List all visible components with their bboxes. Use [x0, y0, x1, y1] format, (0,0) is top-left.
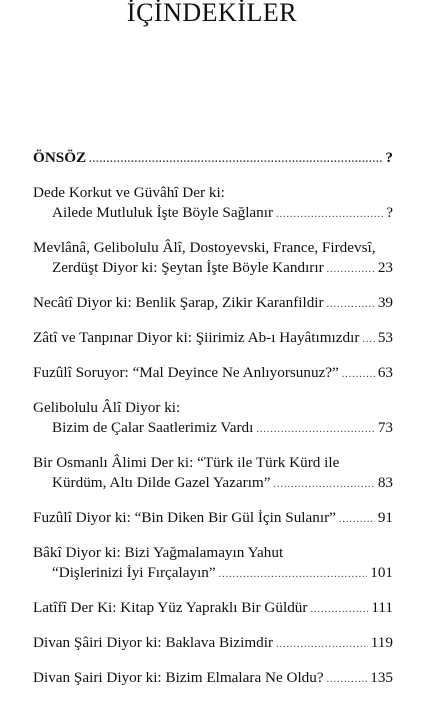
toc-page-number: 91 [377, 509, 393, 526]
toc-entry[interactable] [33, 293, 393, 315]
toc-entry-title: Zâtî ve Tanpınar Diyor ki: Şiirimiz Ab-ı Hayâtımızdır [33, 329, 360, 346]
toc-entry[interactable] [33, 238, 393, 280]
toc-entry[interactable] [33, 453, 393, 495]
toc-entry[interactable] [33, 668, 393, 690]
toc-entry-title: Mevlânâ, Gelibolulu Âlî, Dostoyevski, France, Firdevsî, [33, 239, 376, 256]
toc-entry-subtitle: Bizim de Çalar Saatlerimiz Vardı [52, 419, 254, 436]
dot-leader [273, 475, 374, 495]
toc-entry-subtitle: “Dişlerinizi İyi Fırçalayın” [52, 564, 216, 581]
toc-entry[interactable] [33, 328, 393, 350]
toc-entry-title: Bâkî Diyor ki: Bizi Yağmalamayın Yahut [33, 544, 284, 561]
toc-entry[interactable] [33, 598, 393, 620]
table-of-contents [33, 148, 393, 703]
dot-leader [219, 565, 368, 585]
dot-leader [327, 295, 375, 315]
toc-page-number: 111 [371, 599, 393, 616]
toc-entry-onsoz[interactable] [33, 148, 393, 170]
toc-entry[interactable] [33, 183, 393, 225]
toc-page-number: 39 [377, 294, 393, 311]
toc-entry-subtitle: Zerdüşt Diyor ki: Şeytan İşte Böyle Kandırır [52, 259, 324, 276]
page-title: İÇİNDEKİLER [126, 0, 298, 27]
toc-entry[interactable] [33, 543, 393, 585]
toc-entry[interactable] [33, 508, 393, 530]
toc-entry-title: Divan Şairi Diyor ki: Bizim Elmalara Ne Oldu? [33, 669, 324, 686]
toc-page-number: 119 [370, 634, 393, 651]
toc-page-number: 83 [377, 474, 393, 491]
toc-entry-title: ÖNSÖZ [33, 149, 87, 166]
toc-page-number: 23 [377, 259, 393, 276]
toc-entry-title: Necâtî Diyor ki: Benlik Şarap, Zikir Karanfildir [33, 294, 324, 311]
toc-entry-subtitle: Ailede Mutluluk İşte Böyle Sağlanır [52, 204, 274, 221]
toc-entry-title: Fuzûlî Soruyor: “Mal Deyince Ne Anlıyorsunuz?” [33, 364, 339, 381]
toc-page-number: 135 [370, 669, 393, 686]
toc-entry[interactable] [33, 633, 393, 655]
toc-page-number: ? [385, 149, 393, 166]
toc-page-number: 73 [377, 419, 393, 436]
dot-leader [327, 670, 368, 690]
dot-leader [362, 330, 374, 350]
dot-leader [256, 420, 374, 440]
dot-leader [339, 510, 375, 530]
toc-entry-title: Dede Korkut ve Güvâhî Der ki: [33, 184, 225, 201]
dot-leader [310, 600, 368, 620]
dot-leader [89, 150, 382, 170]
dot-leader [276, 205, 383, 225]
dot-leader [342, 365, 375, 385]
toc-page-number: 63 [377, 364, 393, 381]
toc-entry-title: Latîfî Der Ki: Kitap Yüz Yapraklı Bir Güldür [33, 599, 308, 616]
toc-entry-subtitle: Kürdüm, Altı Dilde Gazel Yazarım” [52, 474, 271, 491]
dot-leader [327, 260, 375, 280]
toc-page-number: ? [386, 204, 393, 221]
toc-entry-title: Divan Şâiri Diyor ki: Baklava Bizimdir [33, 634, 274, 651]
toc-entry-title: Bir Osmanlı Âlimi Der ki: “Türk ile Türk Kürd ile [33, 454, 340, 471]
toc-entry-title: Fuzûlî Diyor ki: “Bin Diken Bir Gül İçin Sulanır” [33, 509, 336, 526]
toc-page-number: 101 [370, 564, 393, 581]
toc-page-number: 53 [377, 329, 393, 346]
toc-entry-title: Gelibolulu Âlî Diyor ki: [33, 399, 181, 416]
toc-entry[interactable] [33, 398, 393, 440]
toc-entry[interactable] [33, 363, 393, 385]
dot-leader [276, 635, 368, 655]
